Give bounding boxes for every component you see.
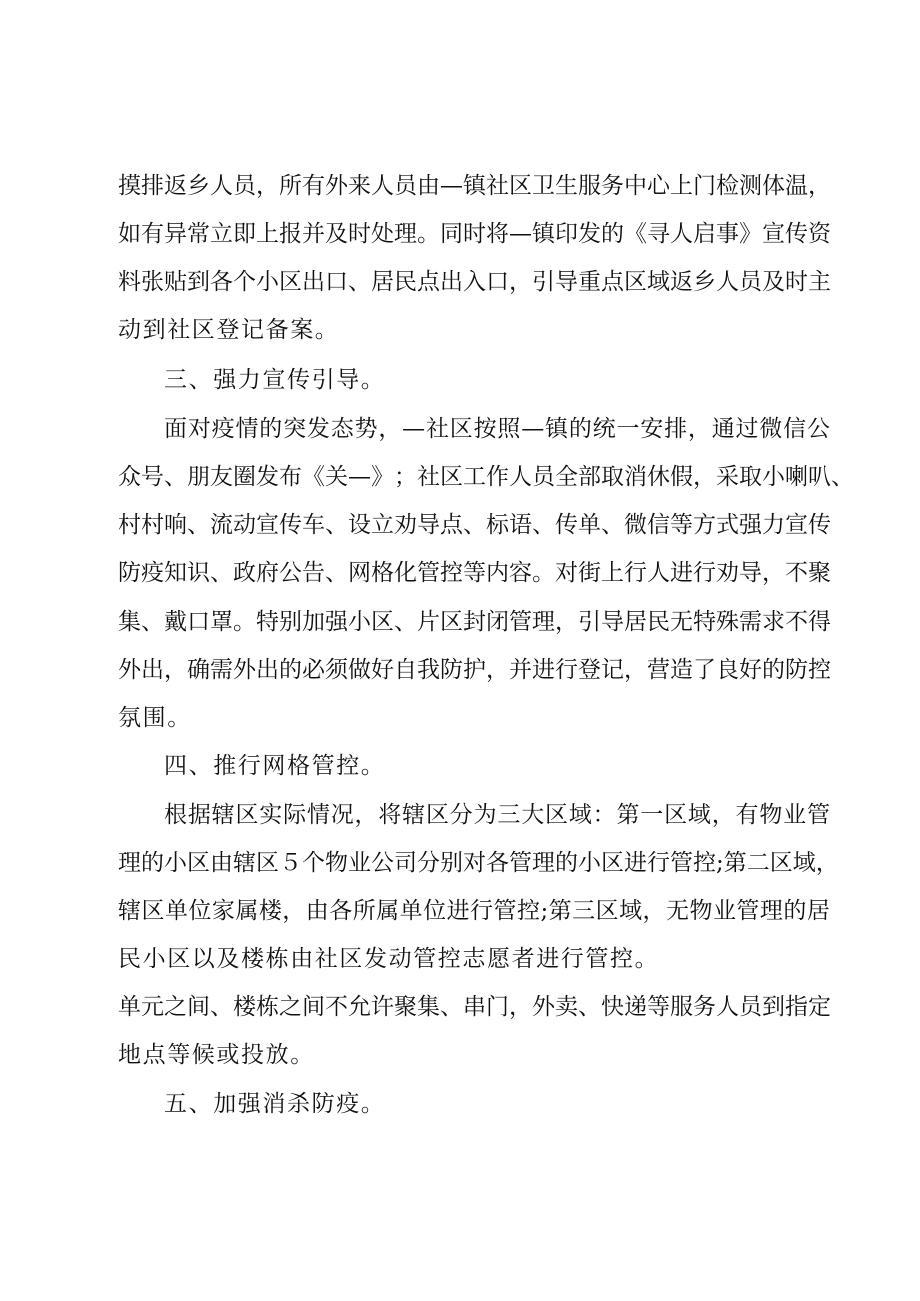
section-heading: 五、加强消杀防疫。	[164, 1091, 386, 1117]
text-line: 摸 排 返 乡 人 员 ， 所 有 外 来 人 员 由 — 镇 社 区 卫 生 服 务 中 心 上 门 检 测 体 温 ，	[118, 173, 831, 199]
section-heading: 三、强力宣传引导。	[164, 367, 386, 393]
section-heading: 四、推行网格管控。	[164, 753, 386, 779]
text-line: 动到社区登记备案。	[118, 317, 340, 343]
text-line: 如 有 异 常 立 即 上 报 并 及 时 处 理 。 同 时 将 — 镇 印 发 的 《 寻 人 启 事 》 宣 传 资	[118, 221, 831, 247]
text-line: 根 据 辖 区 实 际 情 况 ， 将 辖 区 分 为 三 大 区 域 ： 第 一 区 域 ， 有 物 业 管	[164, 802, 830, 828]
text-line: 村 村 响 、 流 动 宣 传 车 、 设 立 劝 导 点 、 标 语 、 传 单 、 微 信 等 方 式 强 力 宣 传	[118, 512, 831, 538]
text-line: 外 出 ， 确 需 外 出 的 必 须 做 好 自 我 防 护 ， 并 进 行 登 记 ， 营 造 了 良 好 的 防 控	[118, 657, 831, 683]
text-line: 单 元 之 间 、 楼 栋 之 间 不 允 许 聚 集 、 串 门 ， 外 卖 、 快 递 等 服 务 人 员 到 指 定	[118, 994, 831, 1020]
text-line: 地点等候或投放。	[118, 1042, 315, 1068]
text-line: 防 疫 知 识 、 政 府 公 告 、 网 格 化 管 控 等 内 容 。 对 街 上 行 人 进 行 劝 导 ， 不 聚	[118, 560, 831, 586]
text-line: 辖 区 单 位 家 属 楼 ， 由 各 所 属 单 位 进 行 管 控 ; 第 三 区 域 ， 无 物 业 管 理 的 居	[118, 898, 830, 924]
text-line: 料 张 贴 到 各 个 小 区 出 口 、 居 民 点 出 入 口 ， 引 导 重 点 区 域 返 乡 人 员 及 时 主	[118, 269, 831, 295]
text-line: 集 、 戴 口 罩 。 特 别 加 强 小 区 、 片 区 封 闭 管 理 ， 引 导 居 民 无 特 殊 需 求 不 得	[118, 609, 831, 635]
text-line: 面 对 疫 情 的 突 发 态 势 ， — 社 区 按 照 — 镇 的 统 一 安 排 ， 通 过 微 信 公	[164, 416, 830, 442]
text-line: 众 号 、 朋 友 圈 发 布 《 关 — 》 ； 社 区 工 作 人 员 全 部 取 消 休 假 ， 采 取 小 喇 叭 、	[118, 464, 854, 490]
text-line: 民小区以及楼栋由社区发动管控志愿者进行管控。	[118, 946, 660, 972]
text-line: 氛围。	[118, 705, 192, 731]
text-line: 理 的 小 区 由 辖 区 ５ 个 物 业 公 司 分 别 对 各 管 理 的 小 区 进 行 管 控 ; 第 二 区 域 ，	[118, 850, 839, 876]
